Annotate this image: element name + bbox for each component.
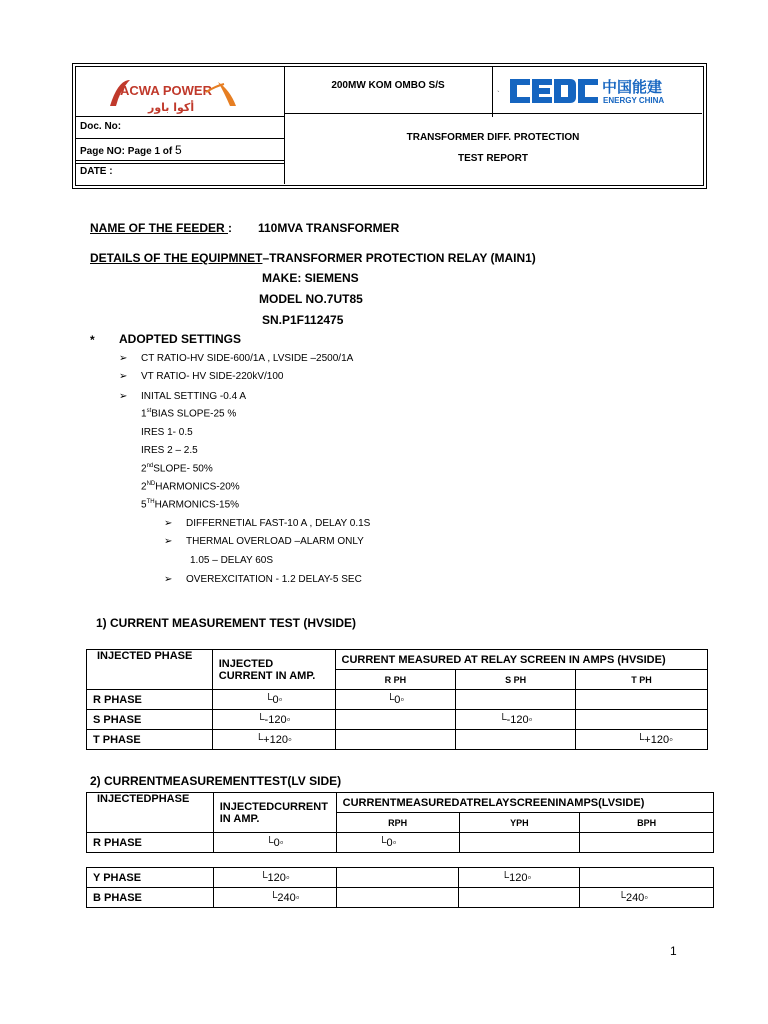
col-injected-phase: INJECTED PHASE — [87, 650, 213, 690]
row-phase: R PHASE — [87, 833, 214, 853]
row-b — [580, 833, 714, 853]
row-s — [456, 690, 576, 710]
row-phase: T PHASE — [87, 730, 213, 750]
energy-china-logo — [497, 75, 666, 107]
report-title-line1: TRANSFORMER DIFF. PROTECTION — [406, 132, 580, 143]
energy-china-en: ENERGY CHINA — [603, 96, 665, 105]
arrow-bullet-icon: ➢ — [164, 536, 173, 547]
page-no-label: Page NO: Page 1 of 5 — [80, 143, 182, 157]
row-r: └0◦ — [336, 833, 459, 853]
thermal-delay: 1.05 – DELAY 60S — [190, 555, 274, 566]
acwa-logo-arabic: أكوا باور — [148, 101, 195, 114]
table-row — [87, 833, 714, 853]
row-t — [576, 710, 708, 730]
row-b — [580, 868, 714, 888]
row-injected: └+120◦ — [212, 730, 335, 750]
table-header-row — [87, 650, 708, 670]
settings-bullet: * — [90, 333, 95, 347]
col-r-ph: RPH — [336, 813, 459, 833]
row-b: └240◦ — [580, 888, 714, 908]
col-s-ph: S PH — [456, 670, 576, 690]
differential-fast: DIFFERNETIAL FAST-10 A , DELAY 0.1S — [186, 518, 371, 529]
col-t-ph: T PH — [576, 670, 708, 690]
doc-no-label: Doc. No: — [80, 121, 122, 132]
row-injected: └240◦ — [213, 888, 336, 908]
header-line — [75, 138, 284, 139]
row-r — [335, 710, 456, 730]
row-y — [459, 833, 580, 853]
test1-title: 1) CURRENT MEASUREMENT TEST (HVSIDE) — [96, 616, 357, 630]
arrow-bullet-icon: ➢ — [164, 518, 173, 529]
table-header-row — [87, 793, 714, 813]
equipment-model: MODEL NO.7UT85 — [259, 292, 363, 306]
row-r — [335, 730, 456, 750]
table-row — [87, 690, 708, 710]
settings-heading: ADOPTED SETTINGS — [119, 332, 242, 346]
row-injected: └0◦ — [212, 690, 335, 710]
col-injected-current: INJECTED CURRENT IN AMP. — [212, 650, 335, 690]
acwa-power-logo — [106, 76, 240, 116]
ires-2: IRES 2 – 2.5 — [141, 445, 198, 456]
row-phase: B PHASE — [87, 888, 214, 908]
row-injected: └0◦ — [213, 833, 336, 853]
col-measured: CURRENTMEASUREDATRELAYSCREENINAMPS(LVSIDE) — [336, 793, 713, 813]
fifth-harmonics: 5THHARMONICS-15% — [141, 499, 240, 511]
col-injected-current: INJECTEDCURRENT IN AMP. — [213, 793, 336, 833]
header-line — [75, 163, 284, 164]
acwa-logo-text: ACWA POWER — [120, 83, 212, 98]
report-title-line2: TEST REPORT — [457, 153, 528, 164]
equipment-details: DETAILS OF THE EQUIPMNET–TRANSFORMER PROTECTION RELAY (MAIN1) — [90, 251, 536, 265]
row-injected: └120◦ — [213, 868, 336, 888]
row-injected: └-120◦ — [212, 710, 335, 730]
equipment-make: MAKE: SIEMENS — [262, 271, 359, 285]
row-s — [456, 730, 576, 750]
vt-ratio: VT RATIO- HV SIDE-220kV/100 — [141, 371, 284, 382]
col-measured: CURRENT MEASURED AT RELAY SCREEN IN AMPS (HVSIDE) — [335, 650, 708, 670]
ires-1: IRES 1- 0.5 — [141, 427, 193, 438]
row-y — [459, 888, 580, 908]
table-row — [87, 888, 714, 908]
row-phase: Y PHASE — [87, 868, 214, 888]
table-row — [87, 710, 708, 730]
arrow-bullet-icon: ➢ — [119, 391, 128, 402]
second-harmonics: 2NDHARMONICS-20% — [141, 481, 240, 493]
initial-setting: INITAL SETTING -0.4 A — [141, 391, 247, 402]
row-r — [336, 888, 459, 908]
table-row — [87, 730, 708, 750]
col-r-ph: R PH — [335, 670, 456, 690]
arrow-bullet-icon: ➢ — [164, 574, 173, 585]
row-s: └-120◦ — [456, 710, 576, 730]
row-t — [576, 690, 708, 710]
thermal-overload: THERMAL OVERLOAD –ALARM ONLY — [186, 536, 364, 547]
feeder-label: NAME OF THE FEEDER : — [90, 221, 233, 235]
header-line — [75, 116, 284, 117]
svg-text:`: ` — [497, 90, 500, 99]
energy-china-cn: 中国能建 — [602, 78, 663, 96]
date-label: DATE : — [80, 166, 113, 177]
test2-table-continued — [86, 867, 714, 908]
header-line — [75, 160, 284, 161]
header-line — [284, 113, 702, 114]
row-phase: R PHASE — [87, 690, 213, 710]
row-r — [336, 868, 459, 888]
row-t: └+120◦ — [576, 730, 708, 750]
equipment-serial: SN.P1F112475 — [262, 313, 344, 327]
col-y-ph: YPH — [459, 813, 580, 833]
ct-ratio: CT RATIO-HV SIDE-600/1A , LVSIDE –2500/1A — [141, 353, 354, 364]
header-divider-right — [492, 66, 493, 117]
test1-table — [86, 649, 708, 750]
test2-title: 2) CURRENTMEASUREMENTTEST(LV SIDE) — [90, 774, 342, 788]
bias-slope: 1stBIAS SLOPE-25 % — [141, 408, 237, 420]
arrow-bullet-icon: ➢ — [119, 371, 128, 382]
row-r: └0◦ — [335, 690, 456, 710]
arrow-bullet-icon: ➢ — [119, 353, 128, 364]
project-name: 200MW KOM OMBO S/S — [331, 80, 445, 91]
second-slope: 2ndSLOPE- 50% — [141, 463, 213, 475]
test2-table — [86, 792, 714, 853]
overexcitation: OVEREXCITATION - 1.2 DELAY-5 SEC — [186, 574, 362, 585]
col-b-ph: BPH — [580, 813, 714, 833]
table-row — [87, 868, 714, 888]
page-number: 1 — [670, 944, 677, 958]
row-phase: S PHASE — [87, 710, 213, 730]
feeder-value: 110MVA TRANSFORMER — [258, 221, 400, 235]
row-y: └120◦ — [459, 868, 580, 888]
col-injected-phase: INJECTEDPHASE — [87, 793, 214, 833]
